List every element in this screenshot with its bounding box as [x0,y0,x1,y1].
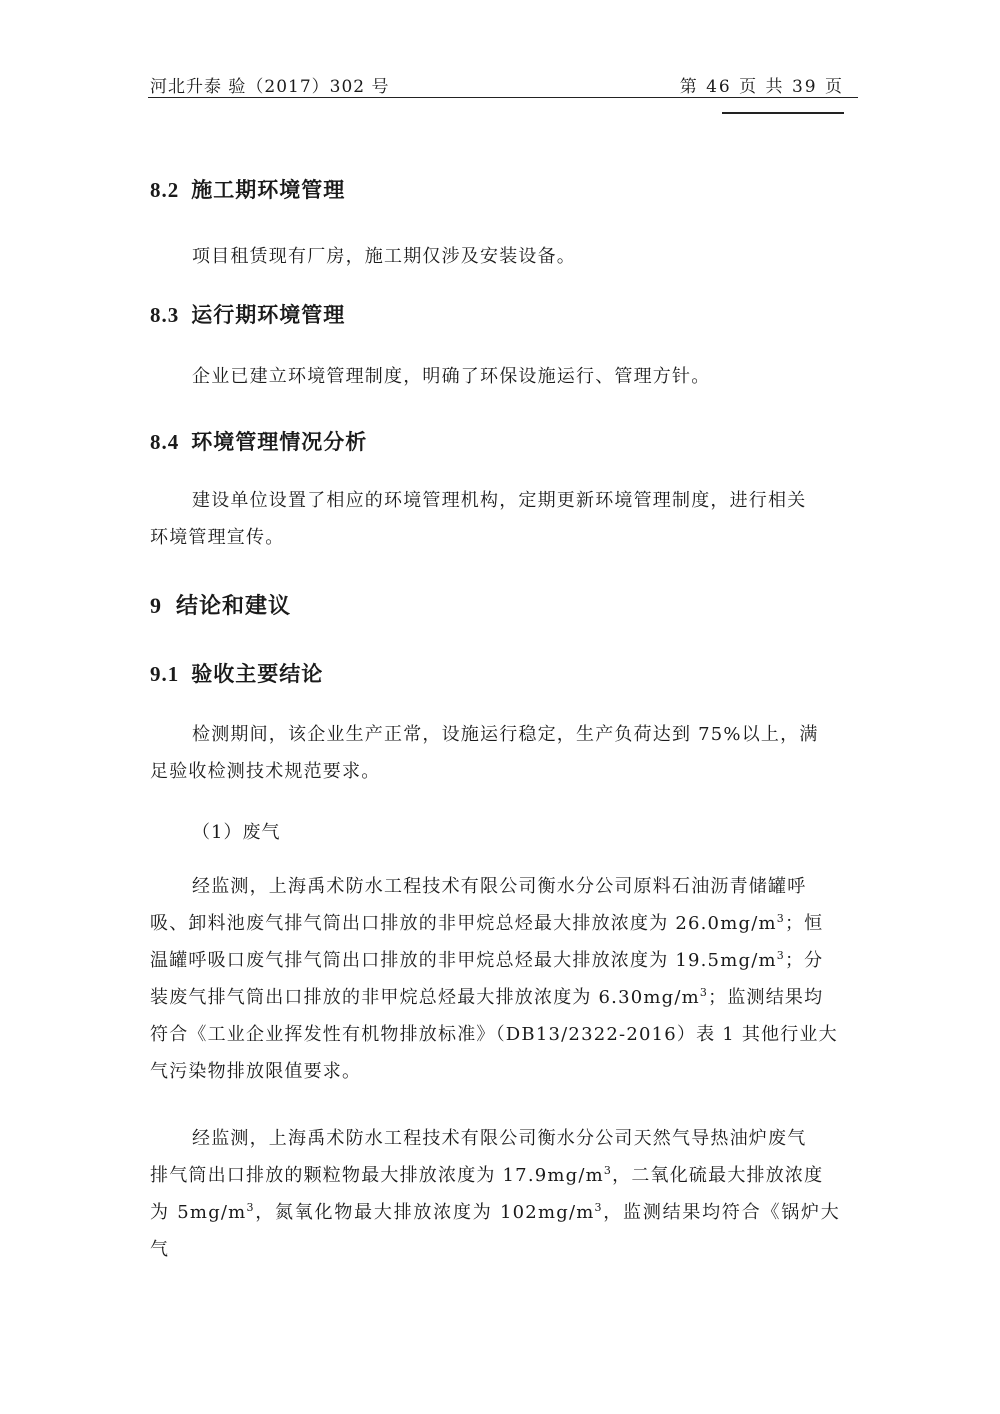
heading-title: 环境管理情况分析 [191,429,368,454]
heading-9-1 [150,658,323,688]
superscript: 3 [776,912,785,925]
paragraph-line: ；恒 [784,913,824,934]
paragraph-line: 吸、卸料池废气排气筒出口排放的非甲烷总烃最大排放浓度为 26.0mg/m [150,913,777,934]
paragraph-line: ，监测结果均符合《锅炉大气 [150,1202,840,1260]
paragraph-line: ，氮氧化物最大排放浓度为 102mg/m [254,1202,595,1223]
header-divider [148,97,858,98]
heading-8-2 [150,174,345,204]
paragraph-line: 经监测，上海禹术防水工程技术有限公司衡水分公司原料石油沥青储罐呼 [192,876,807,897]
heading-number: 8.2 [150,178,180,202]
heading-number: 9 [150,593,162,618]
paragraph-line: 检测期间，该企业生产正常，设施运行稳定，生产负荷达到 75%以上，满 [192,724,819,745]
paragraph-line: ；分 [784,950,824,971]
heading-title: 施工期环境管理 [191,177,346,202]
heading-9 [150,589,291,620]
paragraph-8-3 [150,358,840,395]
heading-title: 运行期环境管理 [191,302,346,327]
paragraph-line: 气污染物排放限值要求。 [150,1061,362,1082]
superscript: 3 [594,1201,603,1214]
paragraph-boiler-gas [150,1120,840,1268]
paragraph-line: 装废气排气筒出口排放的非甲烷总烃最大排放浓度为 6.30mg/m [150,987,700,1008]
heading-8-4 [150,426,367,456]
paragraph-line: 为 5mg/m [150,1202,247,1223]
heading-number: 9.1 [150,662,180,686]
heading-number: 8.4 [150,430,180,454]
heading-title: 结论和建议 [176,593,292,619]
paragraph-9-1 [150,716,840,790]
list-item-exhaust-gas: （1）废气 [192,822,281,843]
header-short-rule [722,112,844,114]
header-page-number: 第 46 页 共 39 页 [679,77,844,97]
paragraph-line: 排气筒出口排放的颗粒物最大排放浓度为 17.9mg/m [150,1165,604,1186]
paragraph-text: 项目租赁现有厂房，施工期仅涉及安装设备。 [192,246,576,267]
superscript: 3 [699,986,709,999]
paragraph-8-4 [150,482,840,556]
superscript: 3 [776,949,785,962]
paragraph-line: 温罐呼吸口废气排气筒出口排放的非甲烷总烃最大排放浓度为 19.5mg/m [150,950,777,971]
heading-8-3 [150,299,345,329]
heading-title: 验收主要结论 [191,661,324,686]
paragraph-line: 环境管理宣传。 [150,527,285,548]
paragraph-line: 经监测，上海禹术防水工程技术有限公司衡水分公司天然气导热油炉废气 [192,1128,807,1149]
paragraph-line: 符合《工业企业挥发性有机物排放标准》（DB13/2322-2016）表 1 其他行业大 [150,1024,838,1045]
heading-number: 8.3 [150,303,180,327]
header-report-number: 河北升泰 验（2017）302 号 [150,77,390,97]
paragraph-text: 企业已建立环境管理制度，明确了环保设施运行、管理方针。 [192,366,711,387]
paragraph-line: ，二氧化硫最大排放浓度 [612,1165,824,1186]
paragraph-8-2 [150,238,840,275]
superscript: 3 [603,1164,613,1177]
paragraph-waste-gas-vocs [150,868,840,1090]
superscript: 3 [246,1201,255,1214]
paragraph-line: ；监测结果均 [708,987,824,1008]
paragraph-line: 建设单位设置了相应的环境管理机构，定期更新环境管理制度，进行相关 [192,490,807,511]
paragraph-line: 足验收检测技术规范要求。 [150,761,381,782]
